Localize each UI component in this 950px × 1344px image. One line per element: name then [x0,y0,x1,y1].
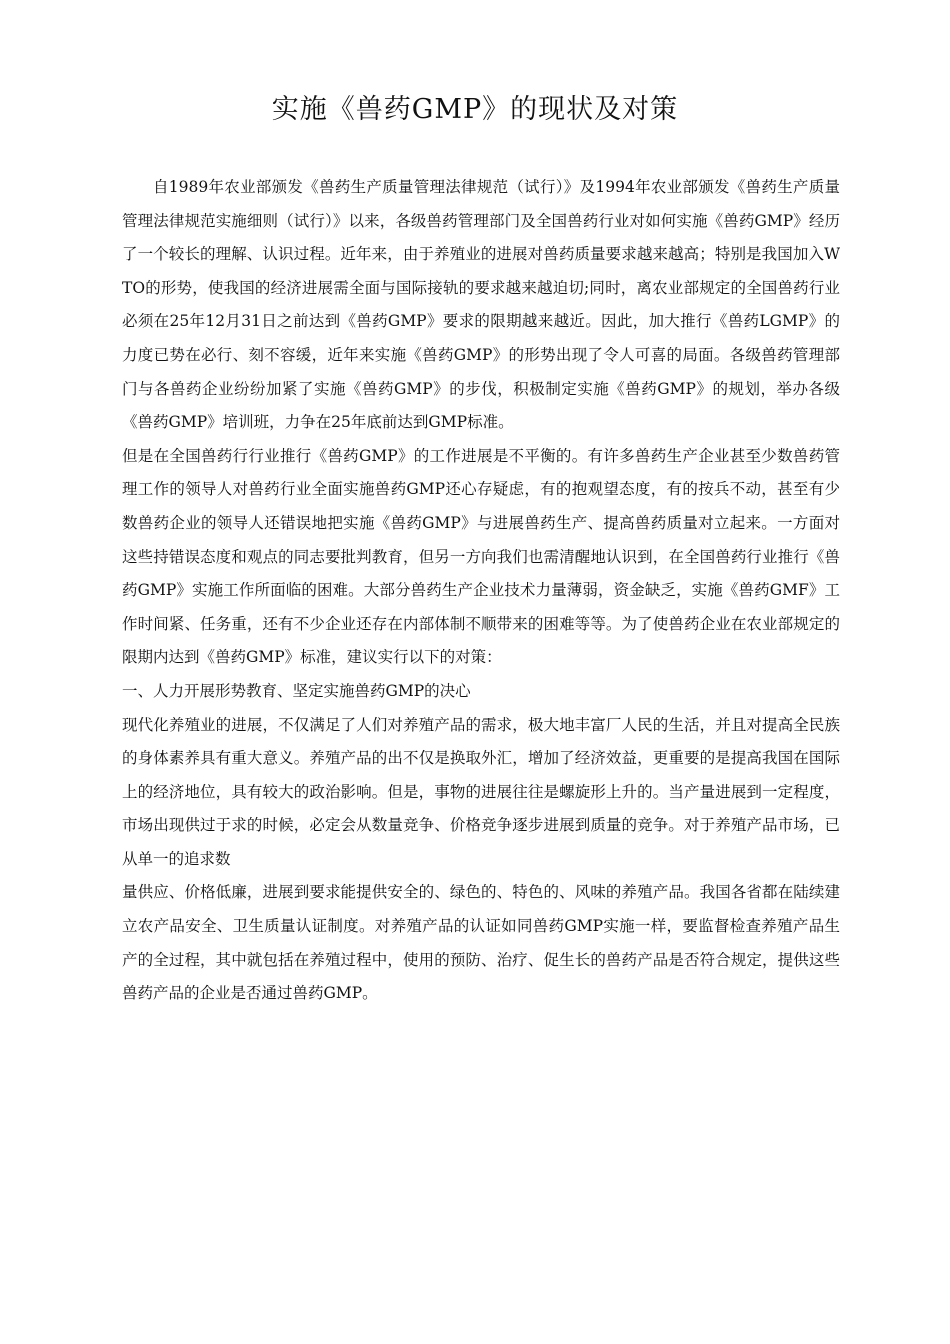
paragraph-certification: 量供应、价格低廉，进展到要求能提供安全的、绿色的、特色的、风味的养殖产品。我国各省都在陆续建立农产品安全、卫生质量认证制度。对养殖产品的认证如同兽药GMP实施一样，要监督检查养殖产品生产的全过程，其中就包括在养殖过程中，使用的预防、治疗、促生长的兽药产品是否符合规定，提供这些兽药产品的企业是否通过兽药GMP。 [122,883,840,1003]
paragraph-modernization: 现代化养殖业的进展，不仅满足了人们对养殖产品的需求，极大地丰富厂人民的生活，并且对提高全民族的身体素养具有重大意义。养殖产品的出不仅是换取外汇，增加了经济效益，更重要的是提高我国在国际上的经济地位，具有较大的政治影响。但是，事物的进展往往是螺旋形上升的。当产量进展到一定程度，市场出现供过于求的时候，必定会从数量竞争、价格竞争逐步进展到质量的竞争。对于养殖产品市场，已从单一的追求数 [122,715,840,868]
document-title: 实施《兽药GMP》的现状及对策 [271,94,679,125]
paragraph-challenges: 但是在全国兽药行行业推行《兽药GMP》的工作进展是不平衡的。有许多兽药生产企业甚至少数兽药管理工作的领导人对兽药行业全面实施兽药GMP还心存疑虑，有的抱观望态度，有的按兵不动，甚至有少数兽药企业的领导人还错误地把实施《兽药GMP》与进展兽药生产、提高兽药质量对立起来。一方面对这些持错误态度和观点的同志要批判教育，但另一方向我们也需清醒地认识到，在全国兽药行业推行《兽药GMP》实施工作所面临的困难。大部分兽药生产企业技术力量薄弱，资金缺乏，实施《兽药GMF》工作时间紧、任务重，还有不少企业还存在内部体制不顺带来的困难等等。为了使兽药企业在农业部规定的限期内达到《兽药GMP》标准，建议实行以下的对策： [122,446,840,667]
paragraph-intro: 自1989年农业部颁发《兽药生产质量管理法律规范（试行）》及1994年农业部颁发《兽药生产质量管理法律规范实施细则（试行）》以来，各级兽药管理部门及全国兽药行业对如何实施《兽药GMP》经历了一个较长的理解、认识过程。近年来，由于养殖业的进展对兽药质量要求越来越高；特别是我国加入WTO的形势，使我国的经济进展需全面与国际接轨的要求越来越迫切;同时，离农业部规定的全国兽药行业必须在25年12月31日之前达到《兽药GMP》要求的限期越来越近。因此，加大推行《兽药LGMP》的力度已势在必行、刻不容缓，近年来实施《兽药GMP》的形势出现了令人可喜的局面。各级兽药管理部门与各兽药企业纷纷加紧了实施《兽药GMP》的步伐，积极制定实施《兽药GMP》的规划，举办各级《兽药GMP》培训班，力争在25年底前达到GMP标准。 [122,178,840,432]
section-heading-1: 一、人力开展形势教育、坚定实施兽药GMP的决心 [122,681,471,700]
document-body [122,171,840,1011]
